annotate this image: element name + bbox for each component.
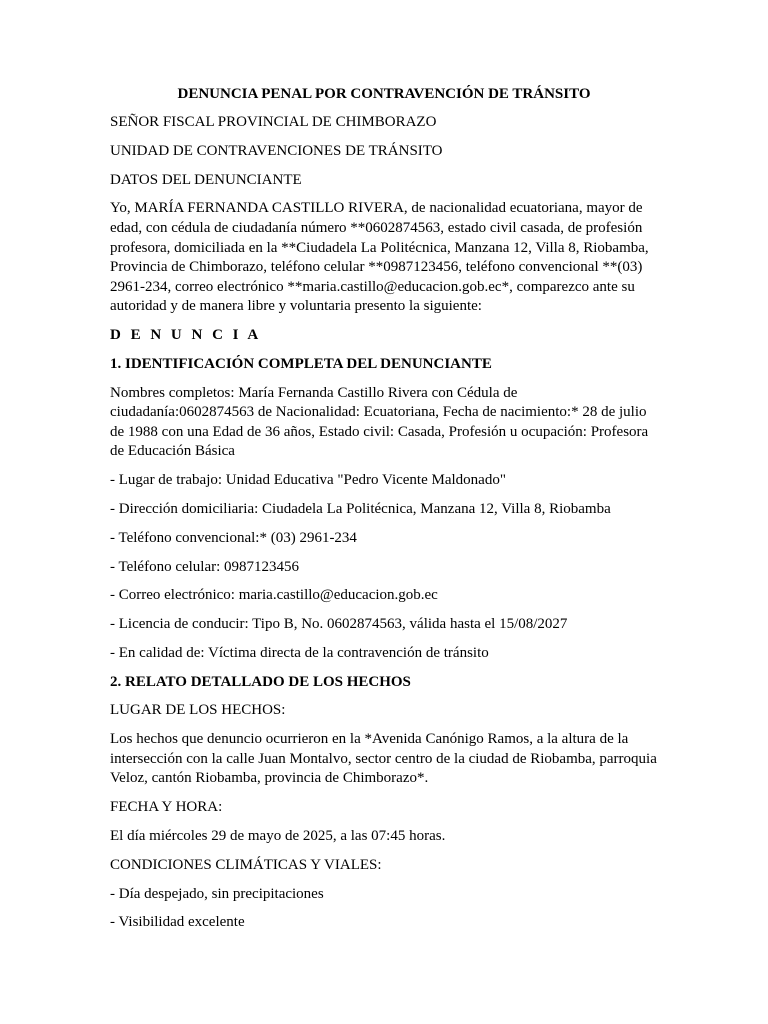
landline-item: - Teléfono convencional:* (03) 2961-234 — [110, 529, 357, 546]
clear-day-item: - Día despejado, sin precipitaciones — [110, 885, 324, 902]
cellphone-item: - Teléfono celular: 0987123456 — [110, 558, 300, 575]
complainant-data-label: DATOS DEL DENUNCIANTE — [110, 171, 302, 188]
section-2-heading: 2. RELATO DETALLADO DE LOS HECHOS — [110, 673, 411, 690]
document-title: DENUNCIA PENAL POR CONTRAVENCIÓN DE TRÁNSITO — [177, 86, 591, 102]
addressee-line: SEÑOR FISCAL PROVINCIAL DE CHIMBORAZO — [110, 114, 437, 130]
unit-line: UNIDAD DE CONTRAVENCIONES DE TRÁNSITO — [110, 142, 443, 159]
intro-paragraph: Yo, MARÍA FERNANDA CASTILLO RIVERA, de nacionalidad ecuatoriana, mayor de edad, con cédula de ciudadanía número **0602874563, estado civil casada, de profesión profesora, domiciliada en la **Ciudadela La Politécnica, Manzana 12, Villa 8, Riobamba, Provincia de Chimborazo, teléfono celular **0987123456, teléfono convencional **(03) 2961-234, correo electrónico **maria.castillo@educacion.gob.ec*, comparezco ante su autoridad y de manera libre y voluntaria presento la siguiente: — [110, 200, 649, 315]
workplace-item: - Lugar de trabajo: Unidad Educativa "Pedro Vicente Maldonado" — [110, 472, 506, 489]
conditions-label: CONDICIONES CLIMÁTICAS Y VIALES: — [110, 856, 382, 873]
full-names-paragraph: Nombres completos: María Fernanda Castillo Rivera con Cédula de ciudadanía:0602874563 de Nacionalidad: Ecuatoriana, Fecha de nacimiento:* 28 de julio de 1988 con una Edad de 36 años, Estado civil: Casada, Profesión u ocupación: Profesora de Educación Básica — [110, 384, 649, 460]
visibility-item: - Visibilidad excelente — [110, 914, 245, 931]
place-paragraph: Los hechos que denuncio ocurrieron en la *Avenida Canónigo Ramos, a la altura de la intersección con la calle Juan Montalvo, sector centro de la ciudad de Riobamba, parroquia Veloz, cantón Riobamba, provincia de Chimborazo*. — [110, 731, 657, 787]
document-page — [110, 84, 658, 942]
section-1-heading: 1. IDENTIFICACIÓN COMPLETA DEL DENUNCIANTE — [110, 355, 492, 372]
document-body — [110, 113, 658, 933]
capacity-item: - En calidad de: Víctima directa de la contravención de tránsito — [110, 644, 489, 661]
date-time-paragraph: El día miércoles 29 de mayo de 2025, a las 07:45 horas. — [110, 828, 446, 844]
denuncia-heading: D E N U N C I A — [110, 327, 262, 344]
date-time-label: FECHA Y HORA: — [110, 799, 223, 816]
place-label: LUGAR DE LOS HECHOS: — [110, 702, 286, 719]
home-address-item: - Dirección domiciliaria: Ciudadela La Politécnica, Manzana 12, Villa 8, Riobamba — [110, 501, 611, 517]
license-item: - Licencia de conducir: Tipo B, No. 0602874563, válida hasta el 15/08/2027 — [110, 616, 568, 633]
email-item: - Correo electrónico: maria.castillo@educacion.gob.ec — [110, 587, 438, 604]
